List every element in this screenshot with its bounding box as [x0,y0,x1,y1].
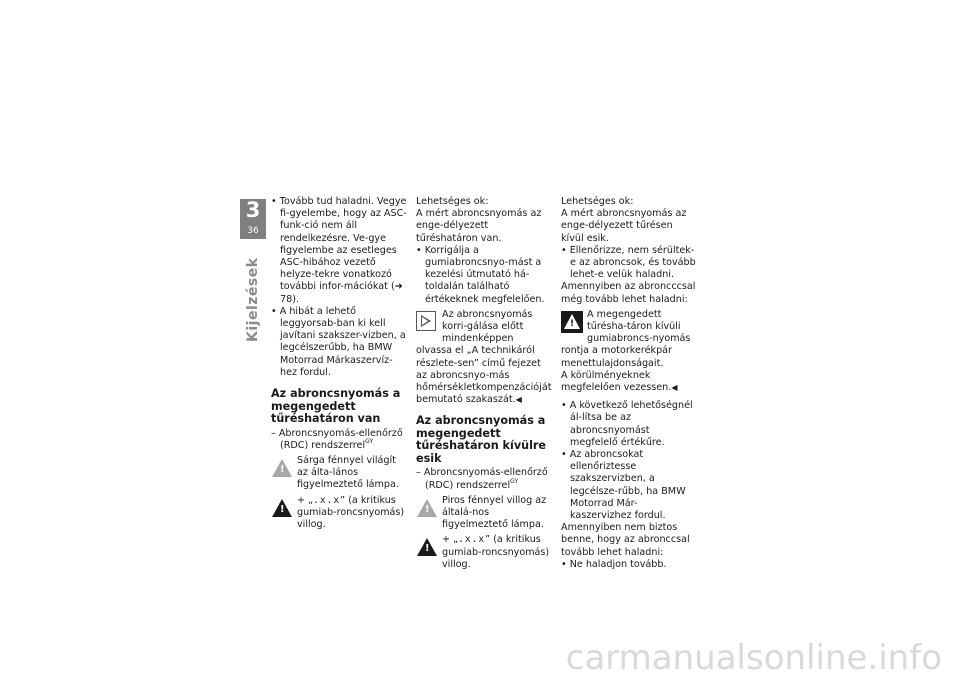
section-heading: Az abroncsnyomás a megengedett tűréshatáron van [271,387,401,426]
note-arrow-icon [416,311,438,333]
body-text: Amennyiben nem biztos benne, hogy az abronccsal tovább lehet haladni: [561,522,690,558]
body-text: Lehetséges ok: [561,196,634,207]
note-text: Piros fénnyel villog az általá-nos figyelmeztető lámpa. [442,494,547,531]
column-3 [561,196,697,571]
note-text: + „.x.x” (a kritikus gumiab-roncsnyomás) villog. [297,494,405,530]
list-item: – Abroncsnyomás-ellenőrző (RDC) rendszerrel$^{GY}$ [271,427,403,451]
note-block [271,495,407,532]
warning-block [561,309,697,370]
chapter-tab [240,199,266,239]
note-text: + „.x.x” (a kritikus gumiab-roncsnyomás) villog. [442,534,550,570]
list-item: • Az abroncsokat ellenőriztesse szakszervizben, a legcélsze-rűbb, ha BMW Motorrad Már-kaszervizhez fordul. [561,449,686,522]
list-item: • Tovább tud haladni. Vegye fi-gyelembe, hogy az ASC-funk-ció nem áll rendelkezésre. Ve-gye figyelembe az esetleges ASC-hibához vezető helyze-tekre vonatkozó további infor-mációkat (➜ 78). [271,196,407,305]
warning-text: A megengedett tűrésha-táron kívüli gumiabroncs-nyomás rontja a motorkerékpár menettulajdonságait. [561,308,691,369]
note-block [416,534,552,571]
section-heading: Az abroncsnyomás a megengedett tűréshatáron kívülre esik [416,414,547,465]
note-block [416,495,552,532]
note-block [271,455,407,492]
warning-triangle-icon [416,536,438,558]
column-1 [271,196,407,531]
note-text: Az abroncsnyomás korri-gálása előtt mindenképpen olvassa el „A technikáról részlete-sen” című fejezet az abroncsnyo-más hőmérsékletkompenzációját bemutató szakaszát.◀ [416,308,552,406]
page-number: 36 [247,226,259,236]
body-text: Amennyiben az abroncccsal még tovább lehet haladni: [561,281,696,305]
list-item: • A következő lehetőségnél ál-lítsa be az abroncsnyomást megfelelő értékűre. [561,400,693,448]
list-item: • Korrigálja a gumiabroncsnyo-mást a kezelési útmutató há-toldalán található értékeknek megfelelően. [416,244,545,305]
general-warning-lamp-icon [271,457,293,479]
general-warning-lamp-icon [416,497,438,519]
list-item: • Ne haladjon tovább. [561,558,667,570]
body-text: A körülményeknek megfelelően vezessen.◀ [561,369,678,394]
side-chapter-label: Kijelzések [245,257,261,342]
column-2 [416,196,552,571]
list-item: • A hibát a lehető leggyorsab-ban ki kell javítani szakszer-vizben, a legcélszerűbb, ha BMW Motorrad Márkaszervíz-hez fordul. [271,305,406,378]
body-text: A mért abroncsnyomás az enge-délyezett tűréshatáron van. [416,208,542,244]
list-item: – Abroncsnyomás-ellenőrző (RDC) rendszerrel$^{GY}$ [416,467,548,491]
body-text: Lehetséges ok: [416,196,489,207]
note-block [416,309,552,407]
body-text: A mért abroncsnyomás az enge-délyezett tűrésen kívül esik. [561,208,687,244]
chapter-number: 3 [245,198,261,222]
warning-icon [561,311,583,333]
warning-triangle-icon [271,497,293,519]
watermark: carmanualsonline.info [565,638,942,678]
note-text: Sárga fénnyel világít az álta-lános figyelmeztető lámpa. [297,454,399,491]
list-item: • Ellenőrizze, nem sérültek-e az abroncsok, és tovább lehet-e velük haladni. [561,244,696,281]
